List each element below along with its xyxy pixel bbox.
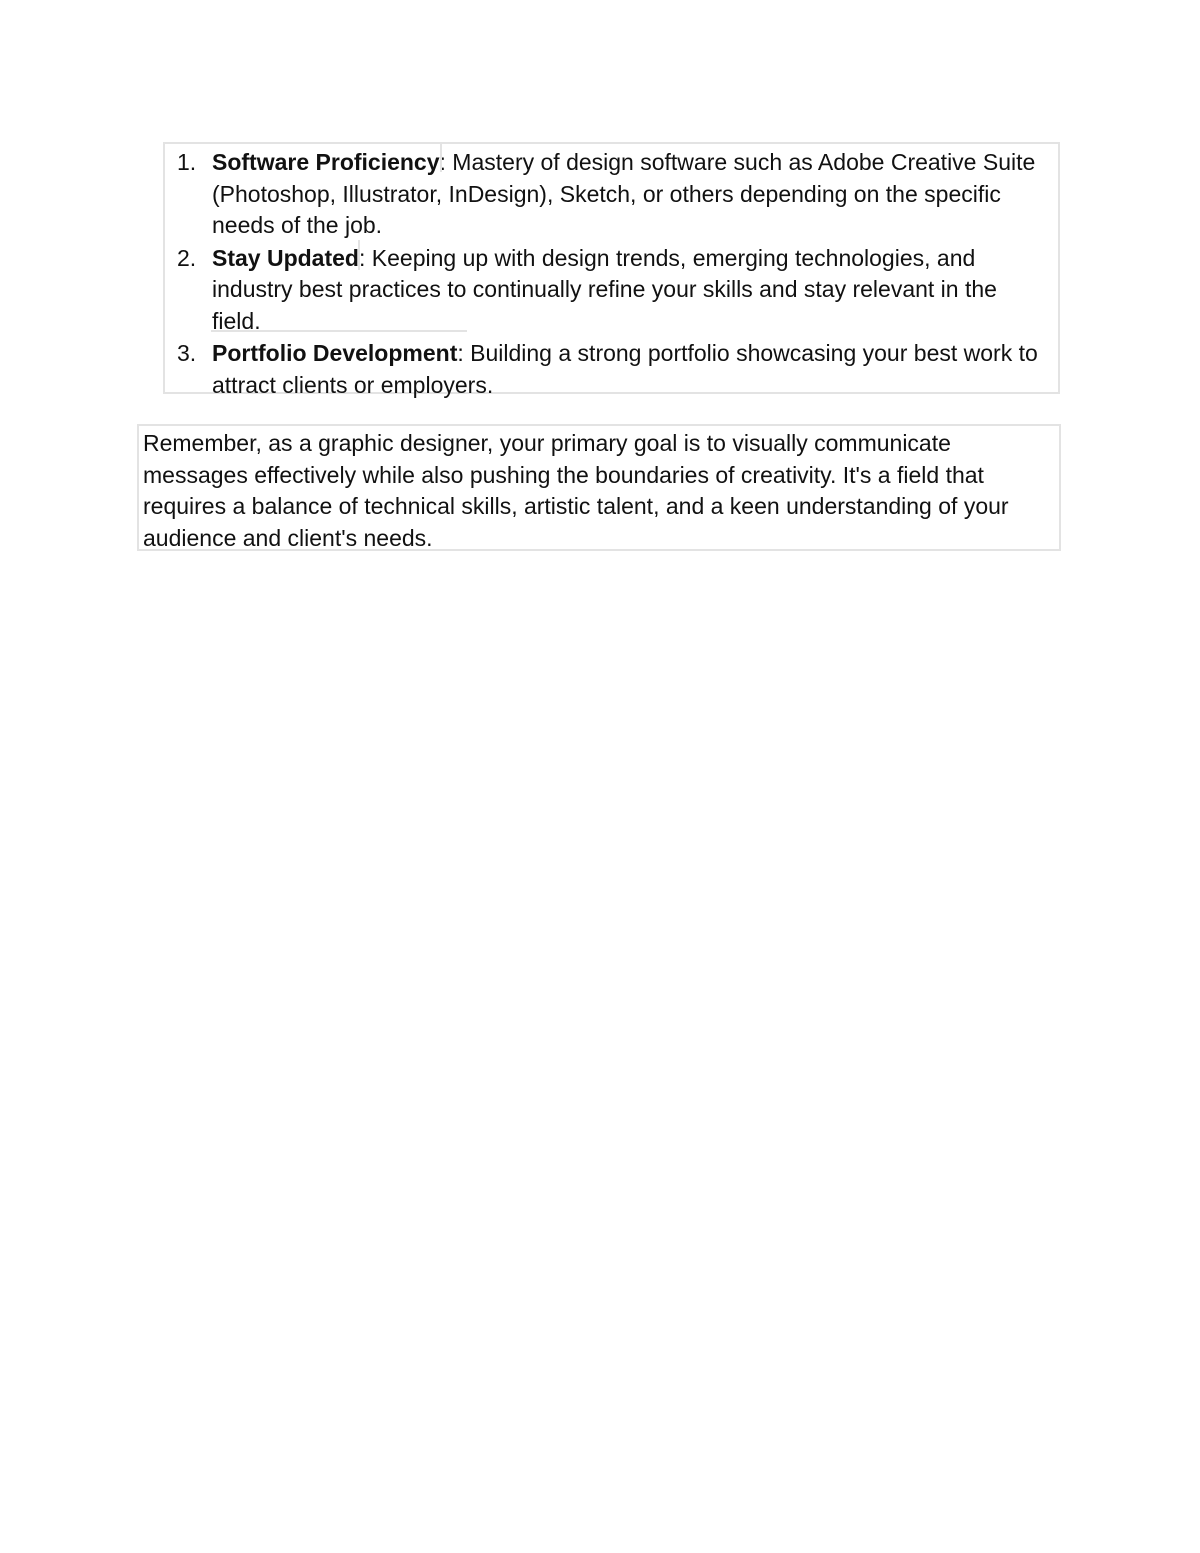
list-text: : Building a strong portfolio showcasing your best work to attract clients or employers.: [212, 340, 1038, 398]
numbered-list: [165, 147, 1058, 401]
list-number: 2.: [177, 244, 197, 271]
list-term: Portfolio Development: [212, 340, 458, 366]
numbered-list-box: [163, 142, 1060, 398]
list-item: [165, 243, 1058, 338]
term-outline: [440, 142, 442, 172]
list-text: : Keeping up with design trends, emerging technologies, and industry best practices to continually refine your skills and stay relevant in the field.: [212, 244, 997, 334]
term-outline: [358, 240, 360, 270]
list-item: [165, 147, 1058, 242]
list-term: Stay Updated: [212, 244, 359, 271]
list-number: 1.: [177, 149, 197, 175]
list-term: Software Proficiency: [212, 149, 440, 175]
list-text: : Mastery of design software such as Adobe Creative Suite (Photoshop, Illustrator, InDesign), Sketch, or others depending on the specific needs of the job.: [212, 149, 1036, 238]
list-item: [165, 338, 1058, 401]
term-outline: [211, 330, 467, 332]
closing-paragraph: [137, 424, 1061, 551]
closing-paragraph-text: Remember, as a graphic designer, your primary goal is to visually communicate messages effectively while also pushing the boundaries of creativity. It's a field that requires a balance of technical skills, artistic talent, and a keen understanding of your audience and client's needs.: [143, 430, 1009, 551]
list-number: 3.: [177, 340, 197, 366]
